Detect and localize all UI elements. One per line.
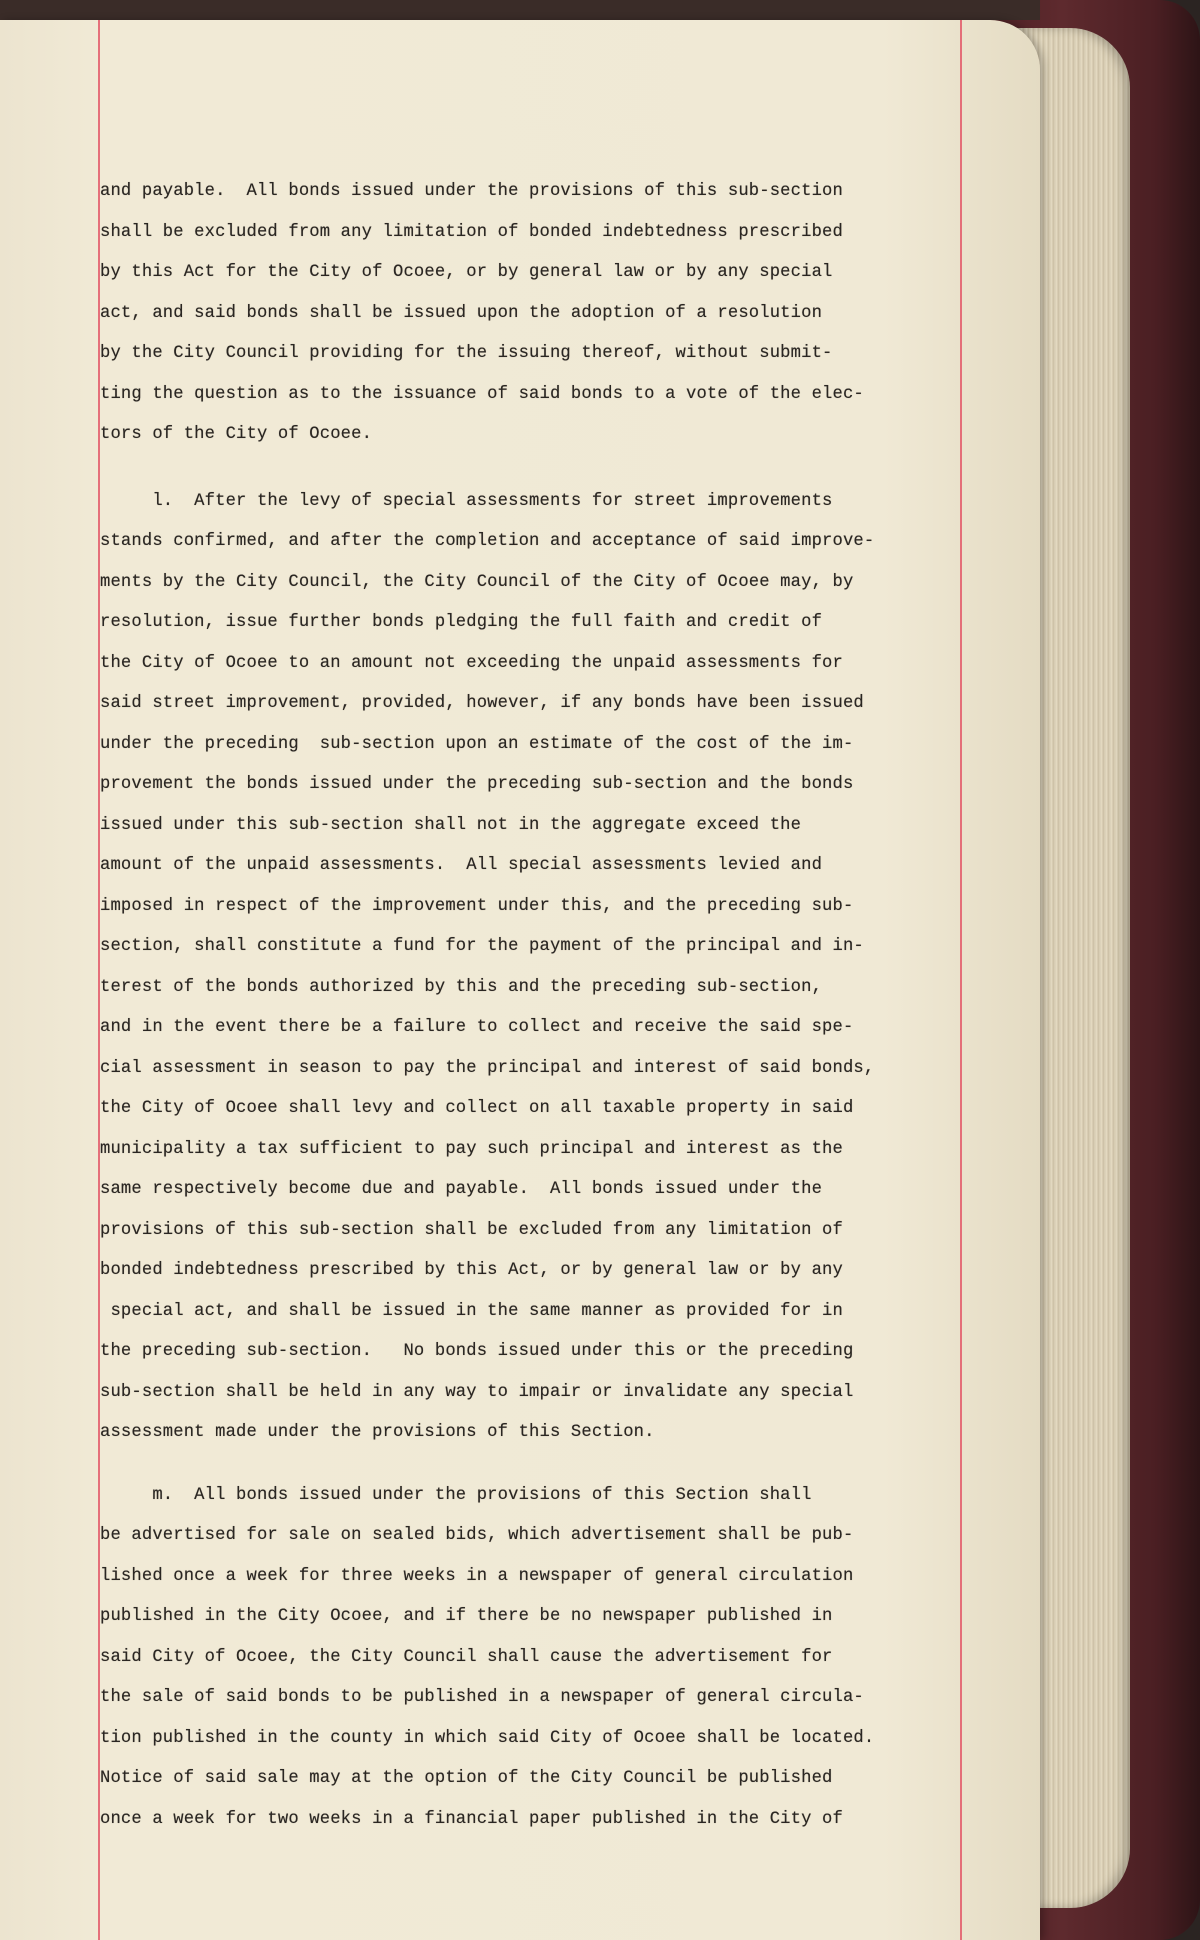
text-line: municipality a tax sufficient to pay such principal and interest as the [100, 1139, 843, 1159]
paragraph-gap [100, 1454, 980, 1476]
text-line: tion published in the county in which said City of Ocoee shall be located. [100, 1728, 875, 1748]
text-line: by this Act for the City of Ocoee, or by general law or by any special [100, 263, 833, 282]
text-line: shall be excluded from any limitation of bonded indebtedness prescribed [100, 222, 843, 242]
text-line: under the preceding sub-section upon an estimate of the cost of the im- [100, 734, 854, 754]
text-line: assessment made under the provisions of this Section. [100, 1423, 655, 1442]
text-line: amount of the unpaid assessments. All special assessments levied and [100, 856, 823, 875]
text-line: resolution, issue further bonds pledging the full faith and credit of [100, 613, 823, 632]
paragraph-k-continuation [100, 172, 980, 456]
text-line: special act, and shall be issued in the same manner as provided for in [100, 1301, 843, 1321]
text-line: said street improvement, provided, however, if any bonds have been issued [100, 694, 864, 713]
text-line: the preceding sub-section. No bonds issued under this or the preceding [100, 1342, 854, 1361]
text-line: l. After the levy of special assessments for street improvements [100, 491, 833, 511]
text-line: bonded indebtedness prescribed by this Act, or by general law or by any [100, 1261, 843, 1280]
text-line: terest of the bonds authorized by this and the preceding sub-section, [100, 977, 823, 997]
text-line: ting the question as to the issuance of said bonds to a vote of the elec- [100, 384, 864, 404]
text-line: by the City Council providing for the issuing thereof, without submit- [100, 344, 833, 363]
text-line: once a week for two weeks in a financial paper published in the City of [100, 1809, 843, 1829]
text-line: and payable. All bonds issued under the provisions of this sub-section [100, 182, 843, 201]
text-line: the City of Ocoee to an amount not exceeding the unpaid assessments for [100, 653, 843, 673]
typed-text-body [100, 172, 980, 1840]
text-line: stands confirmed, and after the completion and acceptance of said improve- [100, 532, 875, 551]
text-line: act, and said bonds shall be issued upon the adoption of a resolution [100, 303, 823, 323]
text-line: issued under this sub-section shall not in the aggregate exceed the [100, 815, 802, 835]
text-line: said City of Ocoee, the City Council shall cause the advertisement for [100, 1647, 833, 1667]
text-line: same respectively become due and payable. All bonds issued under the [100, 1180, 823, 1199]
text-line: the City of Ocoee shall levy and collect on all taxable property in said [100, 1099, 854, 1118]
paragraph-l [100, 482, 980, 1454]
text-line: sub-section shall be held in any way to impair or invalidate any special [100, 1382, 854, 1402]
text-line: imposed in respect of the improvement under this, and the preceding sub- [100, 896, 854, 916]
text-line: section, shall constitute a fund for the payment of the principal and in- [100, 937, 864, 956]
paragraph-m [100, 1476, 980, 1841]
page-top-shadow [0, 0, 1040, 20]
text-line: be advertised for sale on sealed bids, which advertisement shall be pub- [100, 1526, 854, 1545]
text-line: tors of the City of Ocoee. [100, 425, 373, 444]
text-line: m. All bonds issued under the provisions of this Section shall [100, 1485, 812, 1505]
text-line: and in the event there be a failure to collect and receive the said spe- [100, 1018, 854, 1037]
text-line: cial assessment in season to pay the principal and interest of said bonds, [100, 1058, 875, 1078]
text-line: published in the City Ocoee, and if there be no newspaper published in [100, 1607, 833, 1626]
text-line: lished once a week for three weeks in a newspaper of general circulation [100, 1566, 854, 1586]
text-line: provement the bonds issued under the preceding sub-section and the bonds [100, 775, 854, 794]
text-line: ments by the City Council, the City Council of the City of Ocoee may, by [100, 572, 854, 592]
text-line: provisions of this sub-section shall be excluded from any limitation of [100, 1220, 843, 1240]
paragraph-gap [100, 456, 980, 482]
text-line: the sale of said bonds to be published in a newspaper of general circula- [100, 1688, 864, 1707]
text-line: Notice of said sale may at the option of the City Council be published [100, 1769, 833, 1788]
